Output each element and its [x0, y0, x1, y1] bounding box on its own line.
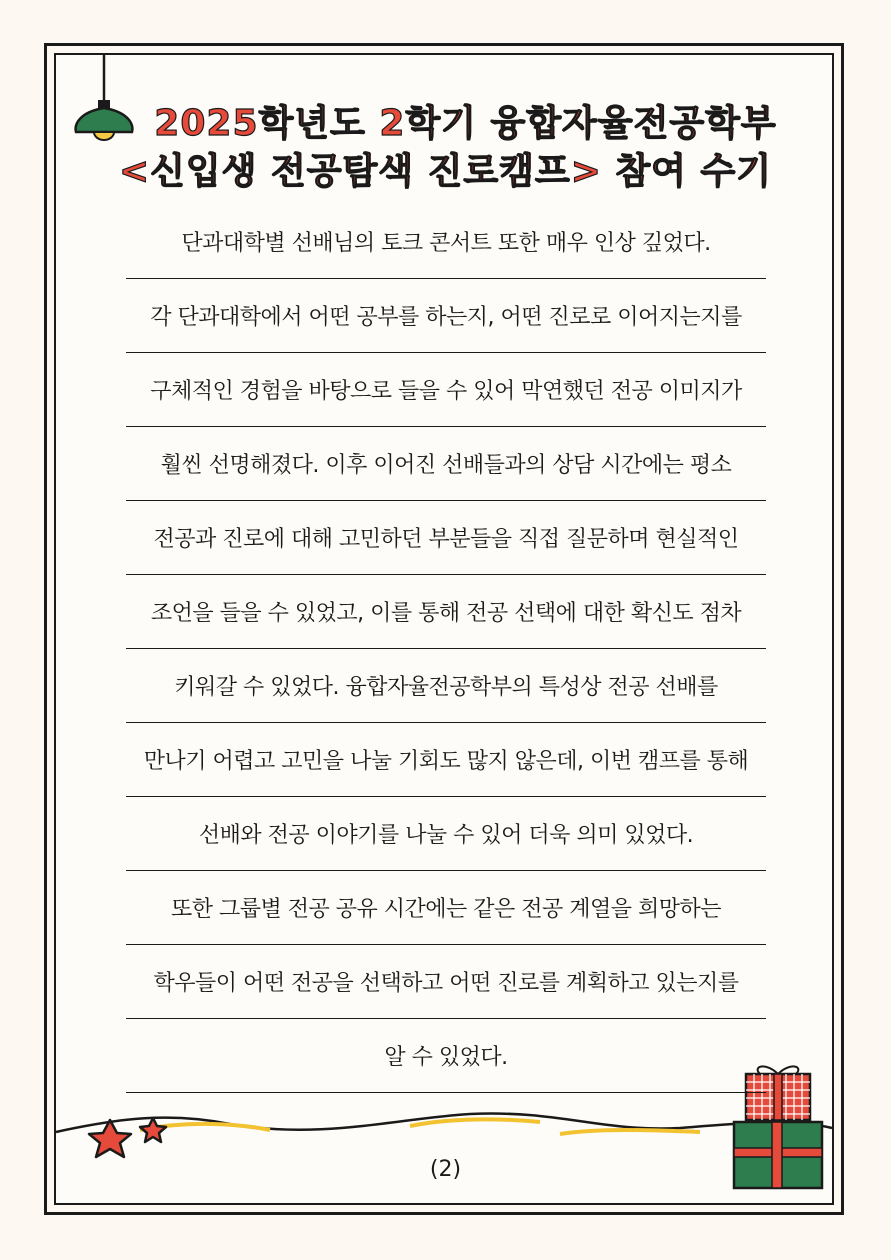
ruled-line — [126, 500, 766, 501]
body-line: 만나기 어렵고 고민을 나눌 기회도 많지 않은데, 이번 캠프를 통해 — [143, 749, 749, 774]
body-line: 조언을 들을 수 있었고, 이를 통해 전공 선택에 대한 확신도 점차 — [150, 601, 742, 626]
ruled-line — [126, 648, 766, 649]
body-line: 훨씬 선명해졌다. 이후 이어진 선배들과의 상담 시간에는 평소 — [160, 453, 732, 478]
body-line: 각 단과대학에서 어떤 공부를 하는지, 어떤 진로로 이어지는지를 — [150, 305, 742, 330]
ruled-line — [126, 944, 766, 945]
body-line: 키워갈 수 있었다. 융합자율전공학부의 특성상 전공 선배를 — [174, 675, 718, 700]
body-line: 또한 그룹별 전공 공유 시간에는 같은 전공 계열을 희망하는 — [171, 897, 721, 922]
ruled-line — [126, 278, 766, 279]
ruled-line — [126, 574, 766, 575]
body-line: 구체적인 경험을 바탕으로 들을 수 있어 막연했던 전공 이미지가 — [150, 379, 742, 404]
page-title-line-2: <신입생 전공탐색 진로캠프> 참여 수기 — [118, 151, 773, 192]
body-line: 전공과 진로에 대해 고민하던 부분들을 직접 질문하며 현실적인 — [153, 527, 739, 552]
body-line: 알 수 있었다. — [384, 1045, 508, 1070]
ruled-line — [126, 352, 766, 353]
body-line: 단과대학별 선배님의 토크 콘서트 또한 매우 인상 깊었다. — [181, 231, 711, 256]
page-title-line-1: 2025학년도 2학기 융합자율전공학부 — [154, 103, 777, 144]
ruled-line — [126, 426, 766, 427]
snow-ground — [56, 1114, 832, 1134]
ruled-line — [126, 796, 766, 797]
ruled-line — [126, 722, 766, 723]
page-number: (2) — [429, 1157, 462, 1182]
ruled-line — [126, 1018, 766, 1019]
body-line: 학우들이 어떤 전공을 선택하고 어떤 진로를 계획하고 있는지를 — [153, 971, 739, 996]
ruled-line — [126, 1092, 766, 1093]
body-line: 선배와 전공 이야기를 나눌 수 있어 더욱 의미 있었다. — [198, 823, 694, 848]
ruled-line — [126, 870, 766, 871]
